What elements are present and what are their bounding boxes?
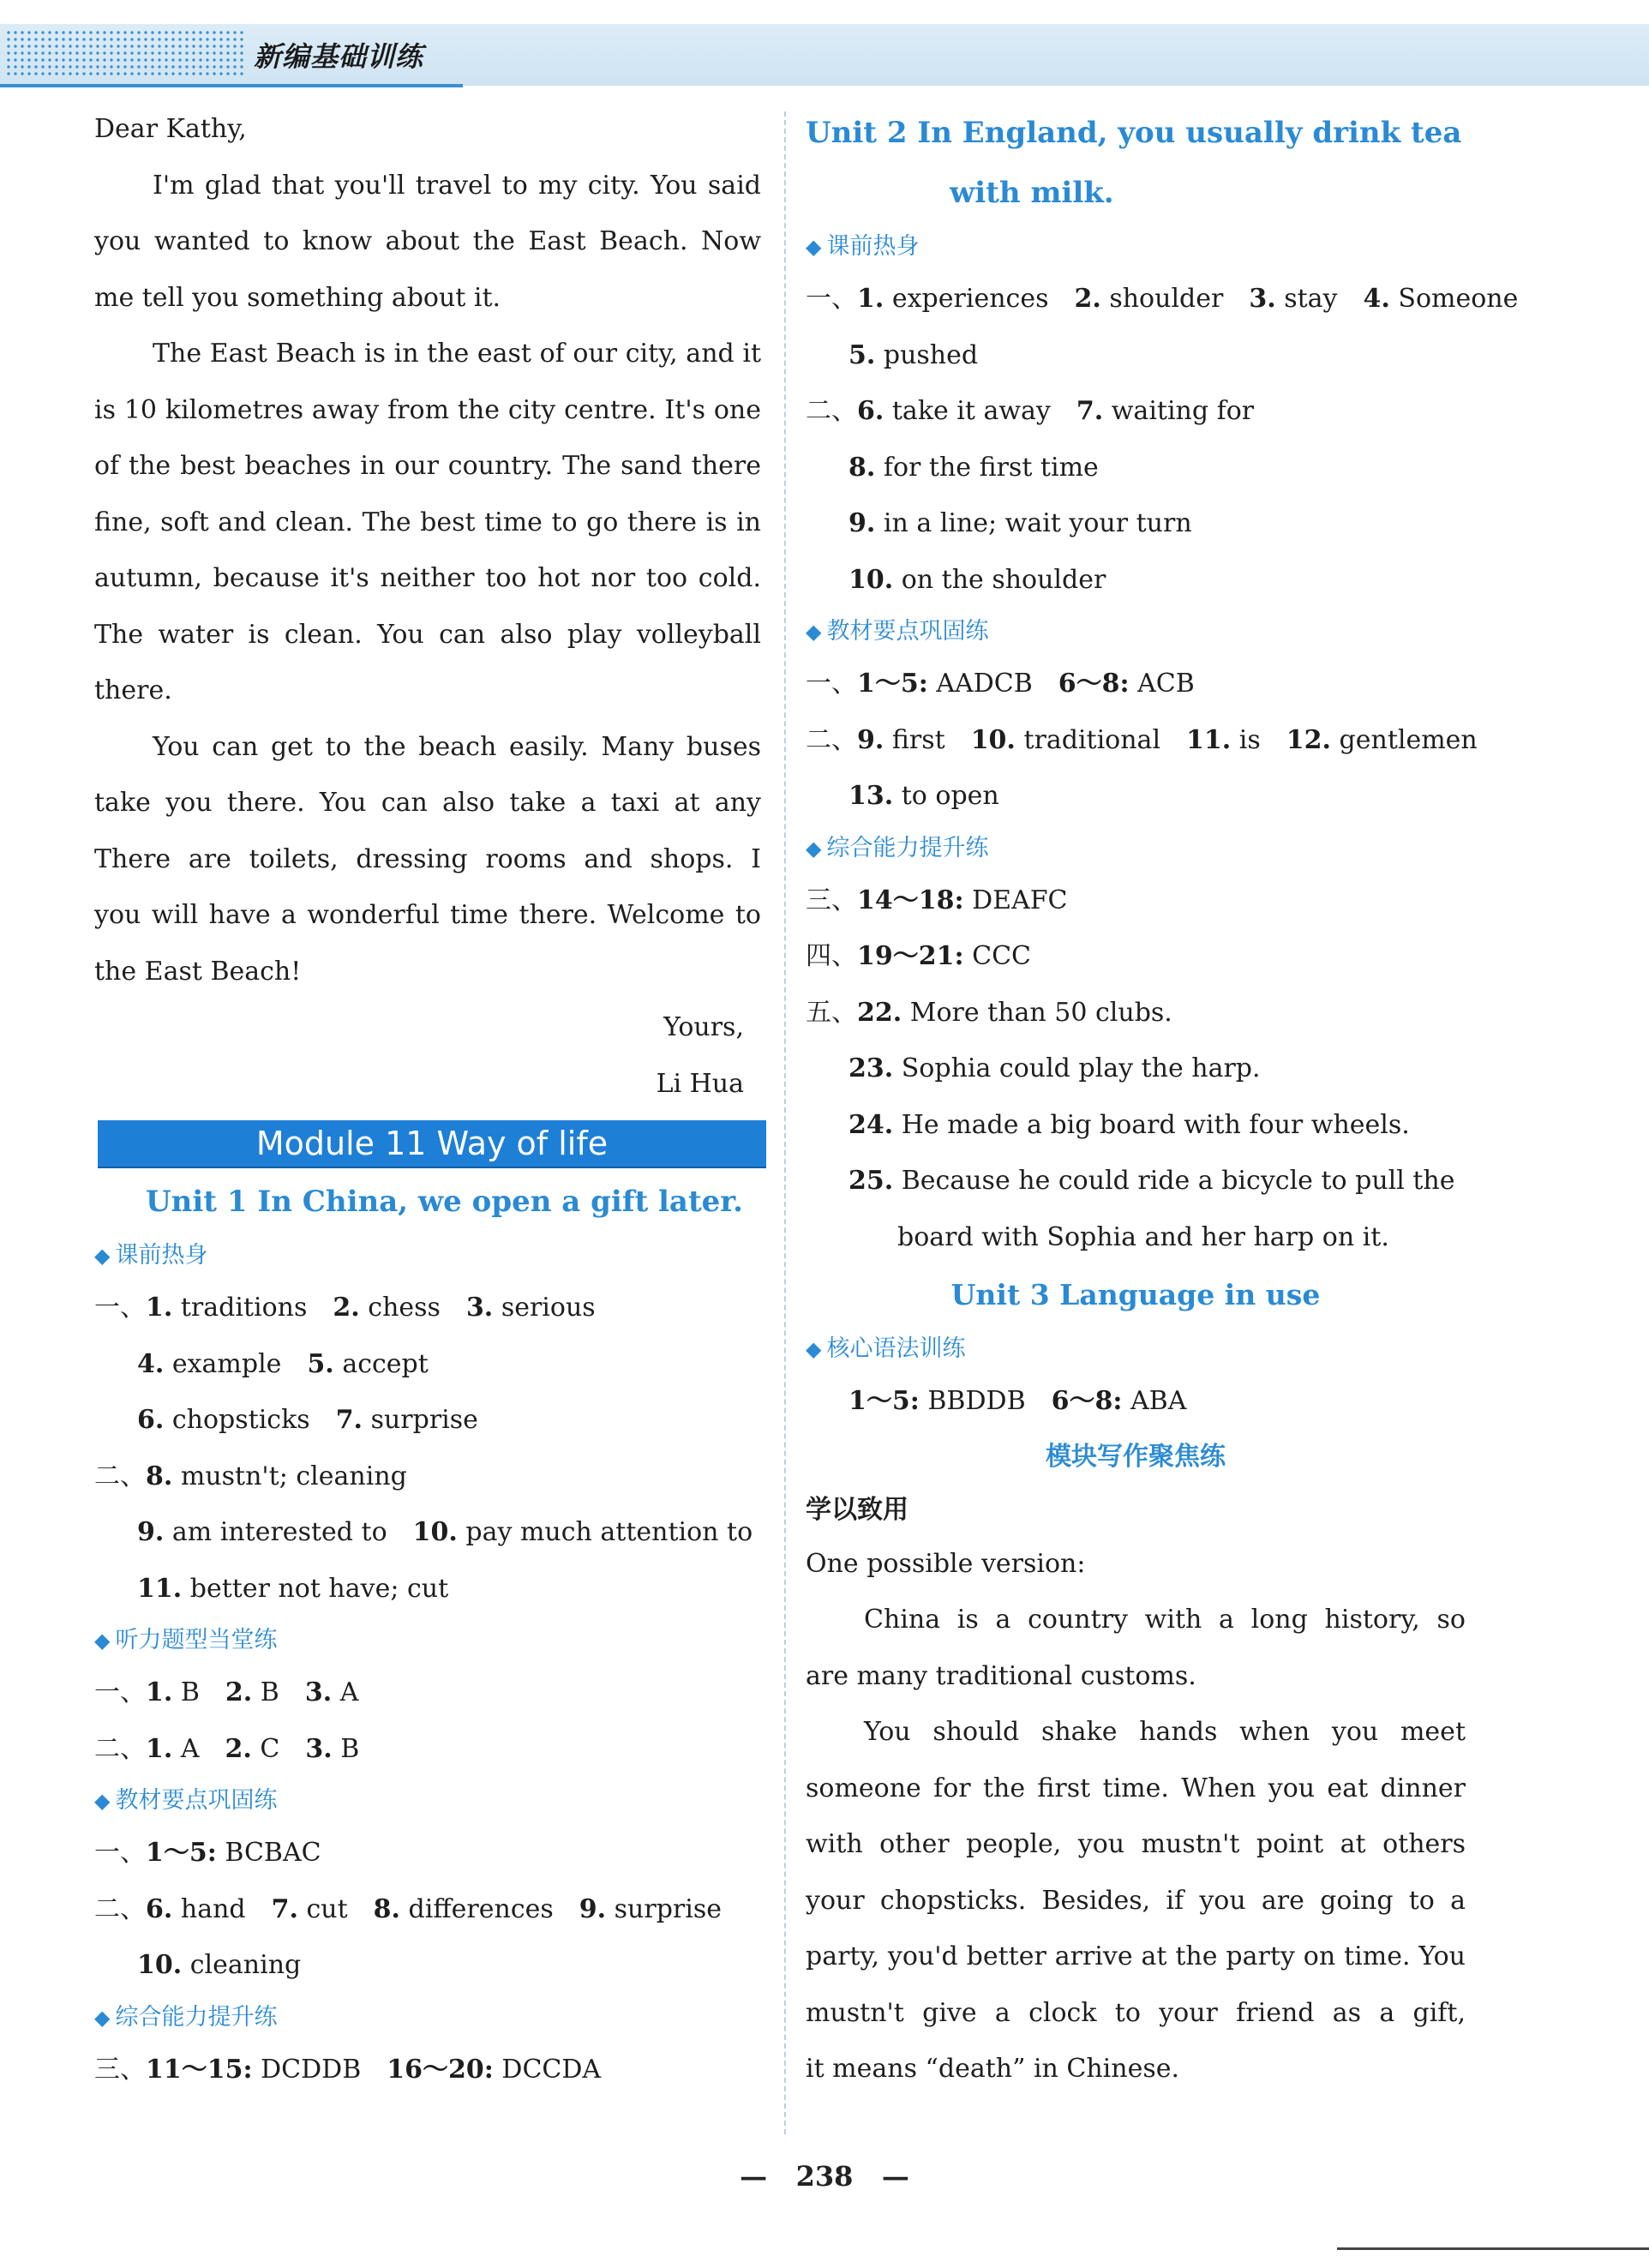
answer-text: B	[180, 1677, 200, 1707]
answer-number: 1.	[146, 1733, 173, 1764]
unit2-section-textbook	[806, 608, 1466, 656]
answer-text: Sophia could play the harp.	[901, 1053, 1261, 1083]
answer-text: cut	[306, 1893, 348, 1924]
answer-number: 6.	[146, 1893, 173, 1924]
answer-text: A	[339, 1677, 359, 1707]
header-underline	[0, 84, 463, 87]
answer-number: 23.	[848, 1053, 894, 1083]
answer-row	[806, 495, 1466, 552]
letter-line: There are toilets, dressing rooms and shops. I	[94, 843, 761, 874]
answer-text: serious	[501, 1293, 596, 1323]
answer-row	[94, 1881, 761, 1938]
section-label: 教材要点巩固练	[826, 618, 989, 645]
answer-text: CCC	[972, 941, 1031, 971]
answer-text: pay much attention to	[465, 1517, 753, 1547]
letter-line: there.	[94, 675, 172, 705]
answer-text: B	[260, 1677, 279, 1707]
letter-line: The water is clean. You can also play volleyball	[94, 619, 761, 650]
answer-number: 3.	[1249, 284, 1276, 314]
letter-line: I'm glad that you'll travel to my city. You said	[153, 170, 761, 201]
answer-number: 6～8:	[1051, 1386, 1123, 1416]
answer-number: 4.	[137, 1348, 165, 1379]
answer-row	[94, 1449, 761, 1505]
answer-lead: 三、	[806, 885, 857, 915]
answer-lead: 二、	[806, 396, 857, 426]
writing-subtitle: 学以致用	[806, 1494, 908, 1525]
unit2-warmup-answers	[806, 271, 1519, 608]
writing-intro: One possible version:	[806, 1548, 1086, 1579]
answer-number: 10.	[970, 724, 1016, 755]
answer-row	[806, 873, 1466, 929]
answer-text: AADCB	[936, 669, 1033, 699]
answer-text: on the shoulder	[901, 564, 1106, 595]
letter-line: You can get to the beach easily. Many buses	[153, 731, 761, 762]
answer-row	[806, 985, 1466, 1041]
answer-text: A	[180, 1733, 200, 1764]
answer-lead: 一、	[806, 284, 857, 314]
answer-text: DEAFC	[972, 885, 1068, 915]
answer-number: 1.	[857, 284, 884, 314]
unit2-title-line1: Unit 2 In England, you usually drink tea	[806, 116, 1462, 150]
answer-number: 6.	[137, 1405, 165, 1435]
diamond-icon: ◆	[806, 1337, 822, 1361]
section-label: 课前热身	[115, 1242, 208, 1269]
answer-text: differences	[408, 1893, 554, 1924]
right-column	[806, 101, 1519, 2097]
unit1-section-listening	[94, 1617, 761, 1665]
answer-text: surprise	[614, 1893, 723, 1924]
answer-number: 13.	[848, 781, 894, 811]
answer-number: 24.	[848, 1109, 894, 1140]
answer-text: example	[171, 1348, 282, 1379]
answer-number: 9.	[137, 1517, 165, 1547]
diamond-icon: ◆	[806, 620, 822, 644]
answer-number: 14～18:	[857, 885, 964, 915]
letter-closing: Yours,	[663, 1012, 744, 1042]
answer-number: 11.	[1186, 724, 1232, 755]
answer-row	[94, 1665, 761, 1721]
answer-row	[806, 327, 1466, 384]
answer-number: 7.	[335, 1405, 363, 1435]
answer-row	[806, 1041, 1466, 1097]
answer-row	[806, 552, 1466, 609]
answer-text: DCCDA	[501, 2054, 602, 2085]
answer-text: for the first time	[883, 452, 1099, 483]
answer-text: chopsticks	[171, 1405, 310, 1435]
answer-text: DCDDB	[261, 2054, 362, 2085]
answer-row	[806, 712, 1478, 769]
unit1-listening-answers	[94, 1665, 761, 1777]
answer-row	[806, 928, 1466, 985]
answer-number: 10.	[848, 564, 894, 595]
unit3-title: Unit 3 Language in use	[950, 1278, 1321, 1311]
answer-text: experiences	[891, 284, 1049, 314]
answer-number: 8.	[373, 1893, 400, 1924]
writing-line: party, you'd better arrive at the party on time. You	[806, 1941, 1466, 1971]
header-title: 新编基础训练	[254, 40, 424, 73]
letter-line: fine, soft and clean. The best time to go there is in	[94, 507, 761, 537]
answer-number: 8.	[848, 452, 876, 483]
letter-line: me tell you something about it.	[94, 282, 501, 313]
answer-text: More than 50 clubs.	[909, 997, 1172, 1028]
answer-row	[94, 2042, 761, 2098]
answer-number: 1～5:	[857, 669, 928, 699]
answer-text: B	[340, 1733, 360, 1764]
answer-row	[94, 1721, 761, 1778]
answer-text: chess	[368, 1293, 441, 1323]
answer-text: ACB	[1137, 669, 1195, 699]
answer-number: 11.	[137, 1573, 183, 1604]
answer-number: 1～5:	[146, 1838, 217, 1868]
answer-text: BBDDB	[927, 1386, 1026, 1416]
unit3-grammar-answers	[806, 1373, 1466, 1430]
unit1-textbook-answers	[94, 1825, 761, 1994]
diamond-icon: ◆	[94, 2005, 111, 2030]
answer-number: 6～8:	[1058, 669, 1130, 699]
answer-lead: 二、	[94, 1893, 146, 1924]
answer-lead: 一、	[94, 1838, 146, 1868]
letter-line: autumn, because it's neither too hot nor too cold.	[94, 563, 761, 593]
answer-text: in a line; wait your turn	[883, 508, 1192, 538]
unit2-textbook-answers	[806, 656, 1478, 825]
answer-row	[806, 271, 1519, 327]
unit1-section-ability	[94, 1994, 761, 2042]
page-dash-left: —	[740, 2160, 768, 2193]
letter-line: The East Beach is in the east of our city, and it	[153, 339, 761, 369]
answer-number: 10.	[137, 1950, 183, 1980]
answer-text: first	[891, 724, 945, 755]
unit2-ability-answers	[806, 873, 1466, 1154]
answer-text: waiting for	[1111, 396, 1255, 426]
answer-number: 3.	[304, 1677, 333, 1707]
answer-number: 1.	[146, 1293, 173, 1323]
answer-number: 5.	[848, 339, 876, 370]
answer-text: take it away	[891, 396, 1051, 426]
writing-line: are many traditional customs.	[806, 1660, 1196, 1691]
answer-number: 16～20:	[387, 2054, 494, 2085]
footer-rule	[1337, 2247, 1649, 2250]
section-label: 综合能力提升练	[826, 834, 989, 861]
section-label: 核心语法训练	[826, 1335, 966, 1362]
answer-text: BCBAC	[225, 1838, 321, 1868]
diamond-icon: ◆	[806, 836, 822, 861]
answer-text: traditions	[180, 1293, 308, 1323]
answer-row	[806, 440, 1466, 496]
answer-lead: 一、	[94, 1293, 146, 1323]
answer-number: 22.	[857, 997, 902, 1028]
answer-text: traditional	[1023, 724, 1161, 755]
writing-section-title: 模块写作聚焦练	[1046, 1441, 1226, 1472]
answer-text: to open	[901, 781, 999, 811]
unit3-section-grammar	[806, 1325, 1466, 1373]
answer-number: 9.	[857, 724, 884, 755]
answer-lead: 三、	[94, 2054, 146, 2085]
answer-lead: 一、	[806, 669, 857, 699]
answer-text: C	[260, 1733, 280, 1764]
writing-line: your chopsticks. Besides, if you are going to a	[806, 1885, 1466, 1916]
answer-row	[94, 1336, 761, 1393]
letter-line: of the best beaches in our country. The sand there	[94, 451, 761, 481]
answer-text: accept	[342, 1348, 429, 1379]
writing-line: with other people, you mustn't point at others	[806, 1829, 1466, 1859]
section-label: 教材要点巩固练	[115, 1787, 278, 1814]
answer-number: 12.	[1286, 724, 1331, 755]
answer-lead: 二、	[806, 724, 857, 755]
answer-number: 7.	[1076, 396, 1104, 426]
unit1-section-warmup	[94, 1232, 761, 1280]
answer-row-q25	[806, 1153, 1466, 1209]
answer-number: 2.	[225, 1733, 252, 1764]
unit1-warmup-answers	[94, 1280, 761, 1617]
section-label: 综合能力提升练	[115, 2003, 278, 2031]
letter-greeting: Dear Kathy,	[94, 114, 247, 144]
unit1-title: Unit 1 In China, we open a gift later.	[146, 1185, 743, 1219]
answer-number: 3.	[305, 1733, 333, 1764]
answer-text: He made a big board with four wheels.	[901, 1109, 1410, 1140]
answer-text: pushed	[883, 339, 979, 370]
page-dash-right: —	[881, 2160, 909, 2193]
diamond-icon: ◆	[806, 235, 822, 259]
header-dot-pattern	[5, 29, 245, 79]
unit2-section-ability	[806, 825, 1466, 873]
letter-line: take you there. You can also take a taxi at any	[94, 788, 761, 818]
letter-line: the East Beach!	[94, 956, 302, 987]
answer-number: 25.	[848, 1166, 894, 1196]
answer-number: 6.	[857, 396, 884, 426]
left-column	[94, 101, 761, 2097]
writing-line: China is a country with a long history, so	[864, 1605, 1466, 1635]
page-number	[0, 2160, 1649, 2193]
letter-line: you wanted to know about the East Beach. Now	[94, 226, 761, 256]
answer-text: is	[1238, 724, 1261, 755]
answer-text: surprise	[370, 1405, 478, 1435]
answer-number: 4.	[1363, 284, 1390, 314]
answer-number: 2.	[1074, 284, 1101, 314]
answer-text: stay	[1284, 284, 1338, 314]
answer-text: ABA	[1130, 1386, 1187, 1416]
answer-text: am interested to	[171, 1517, 387, 1547]
diamond-icon: ◆	[94, 1629, 111, 1653]
answer-number: 7.	[271, 1893, 298, 1924]
answer-number: 10.	[412, 1517, 458, 1547]
answer-number: 11～15:	[146, 2054, 253, 2085]
answer-row	[94, 1561, 761, 1617]
writing-line: someone for the first time. When you eat dinner	[806, 1773, 1466, 1803]
page-number-value: 238	[795, 2160, 854, 2193]
module-title-banner: Module 11 Way of life	[98, 1120, 766, 1167]
answer-number: 2.	[333, 1293, 360, 1323]
letter-line: you will have a wonderful time there. Welcome to	[94, 900, 761, 930]
answer-lead: 一、	[94, 1677, 146, 1707]
answer-number: 5.	[307, 1348, 334, 1379]
answer-lead: 四、	[806, 941, 857, 971]
answer-number: 1.	[146, 1677, 173, 1707]
answer-row	[806, 656, 1466, 712]
answer-number: 2.	[225, 1677, 253, 1707]
answer-row	[94, 1825, 761, 1881]
answer-lead: 五、	[806, 997, 857, 1028]
answer-text: gentlemen	[1339, 724, 1478, 755]
column-divider	[784, 111, 786, 2134]
diamond-icon: ◆	[94, 1244, 111, 1268]
answer-row	[806, 383, 1466, 440]
answer-number: 9.	[579, 1893, 607, 1924]
letter-signature: Li Hua	[656, 1068, 744, 1099]
unit1-section-textbook	[94, 1777, 761, 1825]
diamond-icon: ◆	[94, 1789, 111, 1813]
answer-text: mustn't; cleaning	[180, 1461, 407, 1491]
writing-line: it means “death” in Chinese.	[806, 2054, 1180, 2084]
answer-row	[94, 1504, 761, 1561]
answer-number: 8.	[146, 1461, 173, 1491]
answer-row	[806, 1097, 1466, 1154]
answer-row	[94, 1937, 761, 1994]
letter-line: is 10 kilometres away from the city centre. It's one	[94, 394, 761, 425]
answer-text: Someone	[1398, 284, 1519, 314]
answer-text: cleaning	[189, 1950, 302, 1980]
answer-text: better not have; cut	[189, 1573, 449, 1604]
answer-number: 3.	[465, 1293, 494, 1323]
answer-number: 1～5:	[848, 1386, 920, 1416]
answer-number: 19～21:	[857, 941, 964, 971]
answer-row	[94, 1280, 761, 1336]
answer-lead: 二、	[94, 1733, 146, 1764]
answer-row	[94, 1392, 761, 1449]
answer-row	[806, 768, 1466, 825]
answer-row-q25-cont: board with Sophia and her harp on it.	[897, 1221, 1389, 1252]
writing-line: You should shake hands when you meet	[864, 1717, 1466, 1747]
unit1-ability-answers	[94, 2042, 761, 2098]
header-band	[0, 24, 1649, 86]
unit2-section-warmup	[806, 223, 1466, 271]
answer-row	[806, 1373, 1466, 1430]
answer-text: hand	[180, 1893, 246, 1924]
section-label: 课前热身	[826, 233, 920, 260]
answer-lead: 二、	[94, 1461, 146, 1491]
writing-line: mustn't give a clock to your friend as a gift,	[806, 1997, 1466, 2028]
answer-number: 9.	[848, 508, 876, 538]
section-label: 听力题型当堂练	[115, 1627, 278, 1653]
answer-text: Because he could ride a bicycle to pull the	[901, 1166, 1455, 1196]
answer-text: shoulder	[1109, 284, 1224, 314]
unit2-title-line2: with milk.	[950, 176, 1114, 210]
